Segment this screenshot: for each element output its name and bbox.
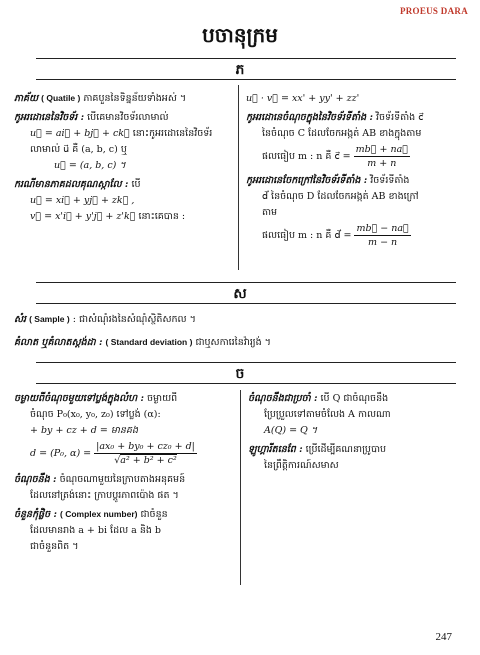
std-en: ( Standard deviation ) xyxy=(105,337,193,347)
outer-term: កូអរដោនេចែកក្រៅនៃវិចទ័រទីតាំង : xyxy=(246,175,368,186)
dist-term: ចម្ងាយពីចំណុចមួយទៅប្លង់ក្នុងលំហ : xyxy=(14,393,144,404)
outer-numerator: mb⃗ − na⃗ xyxy=(356,223,409,234)
section-rule-top xyxy=(36,282,456,283)
euler-def2: នៃព្រឹត្តិការណ៍សមាស xyxy=(264,460,339,471)
inner-denominator: m + n xyxy=(367,158,397,169)
section-1-left-column xyxy=(14,92,234,226)
std-def: ជាឬសការេនៃវ៉ារ្យង់ ។ xyxy=(195,337,271,348)
section-3-right-column xyxy=(248,392,470,475)
inner-numerator: mb⃗ + na⃗ xyxy=(355,144,408,155)
dot-eq1: u⃗ = xi⃗ + yj⃗ + zk⃗ , xyxy=(30,195,135,206)
complex-entry xyxy=(14,508,236,521)
dist-fraction xyxy=(94,440,197,467)
section-3-left-column xyxy=(14,392,236,556)
complex-def3: ជាចំនួនពិត ។ xyxy=(30,541,79,552)
outer-def2: d⃗ នៃចំណុច D ដែលចែកអង្កត់ AB ខាងក្រៅ xyxy=(262,191,419,202)
fixed-def2: ដែលនៅត្រង់នោះ ក្រាបប្តូរភាពប៉ោង ផត ។ xyxy=(30,490,179,501)
std-entry xyxy=(14,335,424,350)
section-rule-top xyxy=(36,58,456,59)
std-term: គំលាត ឬគំលាតស្តង់ដា : xyxy=(14,337,103,348)
quartile-entry xyxy=(14,92,234,105)
complex-def2: ដែលមានរាង a + bi ដែល a និង b xyxy=(30,525,162,536)
rect-def2: នោះកូអរដោនេនៃវិចទ័រ xyxy=(132,128,213,139)
section-rule-top xyxy=(36,362,456,363)
dist-numerator: |ax₀ + by₀ + cz₀ + d| xyxy=(96,441,195,452)
dot-line-3 xyxy=(14,210,234,223)
rect-eq2: u⃗ = (a, b, c) ។ xyxy=(54,160,126,171)
inv-entry xyxy=(248,392,470,405)
outer-entry xyxy=(246,174,471,187)
complex-term: ចំនួនកុំផ្លិច : xyxy=(14,509,57,520)
rect-term: កូអរដោនេនៃវិចទ័រ : xyxy=(14,112,85,123)
author-header: PROEUS DARA xyxy=(399,6,468,16)
page-number: 247 xyxy=(435,631,452,643)
inner-def3: ផលធៀប m : n គឺ c⃗ = xyxy=(262,151,351,162)
complex-def1: ជាចំនួន xyxy=(140,509,168,520)
outer-fraction xyxy=(354,222,410,249)
dot-entry xyxy=(14,178,234,191)
inner-formula xyxy=(246,143,471,170)
section-1-right-column xyxy=(246,92,471,252)
fixed-term: ចំណុចនឹង : xyxy=(14,474,57,485)
inv-def3: A(Q) = Q ។ xyxy=(264,425,318,436)
fixed-entry xyxy=(14,473,236,486)
outer-def3: តាម xyxy=(262,207,278,218)
inv-def2: ប្រែប្រួលទៅតាមចំលែង A កាលណា xyxy=(264,409,391,420)
outer-denominator: m − n xyxy=(368,237,398,248)
dist-radicand: a² + b² + c² xyxy=(120,455,177,466)
quartile-def: ភាគបួននៃទិន្នន័យទាំងអស់ ។ xyxy=(83,93,187,104)
section-rule-bottom xyxy=(36,303,456,304)
dist-def2: ចំណុច P₀(x₀, y₀, z₀) ទៅប្លង់ (α): xyxy=(30,409,161,420)
quartile-term: ភាគ័យ xyxy=(14,93,39,104)
inv-term: ចំណុចនឹងជាប្រចាំ : xyxy=(248,393,318,404)
rect-def1: បើគេមានវិចទ័រលាមាល់ xyxy=(87,112,169,123)
inner-def1: វិចទ័រទីតាំង c⃗ xyxy=(376,112,424,123)
sample-entry xyxy=(14,312,424,327)
dist-entry xyxy=(14,392,236,405)
inner-def2: នៃចំណុច C ដែលចែកអង្កត់ AB ខាងក្នុងតាម xyxy=(262,128,422,139)
dist-lhs: d = (P₀, α) = xyxy=(30,448,92,459)
rect-def3: លាមាល់ u⃗ គឺ (a, b, c) ឬ xyxy=(30,144,127,155)
sample-en: ( Sample ) xyxy=(29,314,70,324)
section-letter-2: ស xyxy=(233,286,247,302)
euler-entry xyxy=(248,443,470,456)
rect-line-2 xyxy=(14,127,234,140)
section-letter-3: ច xyxy=(235,366,245,382)
rect-entry xyxy=(14,111,234,124)
dot-def2: នោះគេបាន : xyxy=(138,211,186,222)
inner-entry xyxy=(246,111,471,124)
dot-term: ករណីមានភាគដលគុណស្កាលែ : xyxy=(14,179,129,190)
outer-def1: វិចទ័រទីតាំង xyxy=(370,175,410,186)
outer-def4: ផលធៀប m : n គឺ d⃗ = xyxy=(262,230,352,241)
dist-def1: ចម្ងាយពី xyxy=(147,393,178,404)
dot-def1: បើ xyxy=(131,179,141,190)
rect-eq1: u⃗ = ai⃗ + bj⃗ + ck⃗ xyxy=(30,128,130,139)
sample-def: : ជាសំណុំរងនៃសំណុំស្ថិតិសកល ។ xyxy=(72,314,196,325)
inner-term: កូអរដោនេចំណុចក្នុងនៃវិចទ័រទីតាំង : xyxy=(246,112,373,123)
section-rule-bottom xyxy=(36,79,456,80)
quartile-en: ( Quatile ) xyxy=(41,93,81,103)
dot-result: u⃗ · v⃗ = xx' + yy' + zz' xyxy=(246,93,360,104)
outer-formula xyxy=(246,222,471,249)
sample-term: សំរ xyxy=(14,314,27,325)
inv-def1: បើ Q ជាចំណុចនឹង xyxy=(320,393,389,404)
fixed-def1: ចំណុចណាមួយនៃក្រាបតាងអនុគមន៍ xyxy=(59,474,186,485)
dot-eq2: v⃗ = x'i⃗ + y'j⃗ + z'k⃗ xyxy=(30,211,136,222)
column-divider-3 xyxy=(240,390,241,585)
page-title: បចានុក្រម xyxy=(202,23,278,47)
euler-def1: ប្រើដើម្បីគណនាប្រូបាប xyxy=(305,444,387,455)
column-divider-1 xyxy=(238,85,239,270)
dist-denominator: √a² + b² + c² xyxy=(114,455,177,466)
dist-formula xyxy=(14,440,236,467)
section-letter-1: ភ xyxy=(235,62,245,78)
complex-en: ( Complex number) xyxy=(60,509,138,519)
inner-fraction xyxy=(354,143,410,170)
section-2-content xyxy=(14,312,424,350)
dist-def3: + by + cz + d = មានគង xyxy=(30,425,138,436)
euler-term: ឡូហ្គារីតនេពែ : xyxy=(248,444,303,455)
section-rule-bottom xyxy=(36,383,456,384)
